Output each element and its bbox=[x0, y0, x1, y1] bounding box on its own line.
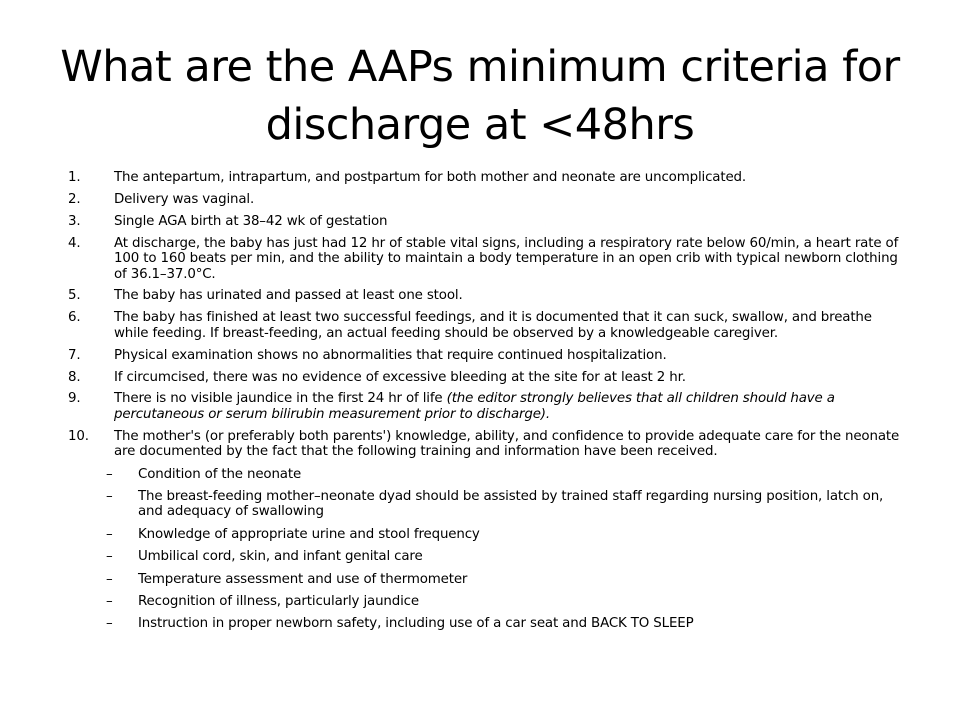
item-text: There is no visible jaundice in the first 24 hr of life bbox=[114, 391, 447, 407]
dash-bullet: – bbox=[106, 526, 113, 542]
slide-title: What are the AAPs minimum criteria for discharge at <48hrs bbox=[60, 42, 900, 150]
list-item bbox=[68, 170, 908, 185]
sub-item-text: Condition of the neonate bbox=[138, 466, 302, 482]
dash-bullet: – bbox=[106, 594, 113, 610]
sub-list-item bbox=[68, 527, 908, 542]
sub-item-text: Temperature assessment and use of thermometer bbox=[138, 571, 468, 587]
sub-list-item bbox=[68, 467, 908, 482]
list-item bbox=[68, 348, 908, 363]
item-text: The antepartum, intrapartum, and postpartum for both mother and neonate are uncomplicated. bbox=[114, 170, 747, 185]
item-number: 5. bbox=[68, 288, 81, 304]
list-item bbox=[68, 429, 908, 460]
item-number: 8. bbox=[68, 369, 81, 385]
list-item bbox=[68, 370, 908, 385]
sub-list-item bbox=[68, 572, 908, 587]
sub-list-item bbox=[68, 616, 908, 631]
item-text: The baby has urinated and passed at least one stool. bbox=[114, 288, 463, 304]
item-number: 4. bbox=[68, 235, 81, 251]
item-text: Delivery was vaginal. bbox=[114, 191, 255, 207]
item-number: 2. bbox=[68, 191, 81, 207]
list-item bbox=[68, 391, 908, 422]
sub-item-text: Recognition of illness, particularly jaundice bbox=[138, 594, 419, 610]
item-text: At discharge, the baby has just had 12 hr of stable vital signs, including a respiratory rate below 60/min, a heart rate of 100 to 160 beats per min, and the ability to maintain a body temperature in an open crib with typical newborn clothing of 36.1–37.0°C. bbox=[114, 235, 899, 282]
dash-bullet: – bbox=[106, 466, 113, 482]
criteria-list bbox=[68, 170, 908, 632]
sub-list-item bbox=[68, 594, 908, 609]
dash-bullet: – bbox=[106, 571, 113, 587]
list-item bbox=[68, 192, 908, 207]
sub-list-item bbox=[68, 549, 908, 564]
item-text: Physical examination shows no abnormalities that require continued hospitalization. bbox=[114, 347, 667, 363]
dash-bullet: – bbox=[106, 616, 113, 632]
sub-item-text: Knowledge of appropriate urine and stool frequency bbox=[138, 526, 480, 542]
editor-note: (the editor strongly believes that all children should have a percutaneous or serum bilirubin measurement prior to discharge). bbox=[114, 391, 835, 422]
dash-bullet: – bbox=[106, 489, 113, 504]
list-item bbox=[68, 236, 908, 282]
list-item bbox=[68, 288, 908, 303]
item-text: Single AGA birth at 38–42 wk of gestation bbox=[114, 213, 388, 229]
sub-item-text: Instruction in proper newborn safety, including use of a car seat and BACK TO SLEEP bbox=[138, 616, 694, 632]
item-text: The baby has finished at least two successful feedings, and it is documented that it can suck, swallow, and breathe while feeding. If breast-feeding, an actual feeding should be observed by a knowledgeable caregiver. bbox=[114, 310, 872, 341]
item-text: If circumcised, there was no evidence of excessive bleeding at the site for at least 2 hr. bbox=[114, 369, 686, 385]
item-text: The mother's (or preferably both parents') knowledge, ability, and confidence to provide adequate care for the neonate are documented by the fact that the following training and information have been received. bbox=[114, 428, 900, 460]
item-number: 10. bbox=[68, 428, 89, 444]
item-number: 9. bbox=[68, 391, 81, 407]
dash-bullet: – bbox=[106, 549, 113, 565]
item-number: 1. bbox=[68, 170, 81, 185]
item-number: 3. bbox=[68, 213, 81, 229]
list-item bbox=[68, 214, 908, 229]
sub-item-text: Umbilical cord, skin, and infant genital care bbox=[138, 549, 423, 565]
sub-list-item bbox=[68, 489, 908, 520]
item-number: 6. bbox=[68, 310, 81, 326]
list-item bbox=[68, 310, 908, 341]
sub-item-text: The breast-feeding mother–neonate dyad should be assisted by trained staff regarding nursing position, latch on, and adequacy of swallowing bbox=[138, 489, 884, 520]
item-number: 7. bbox=[68, 347, 81, 363]
